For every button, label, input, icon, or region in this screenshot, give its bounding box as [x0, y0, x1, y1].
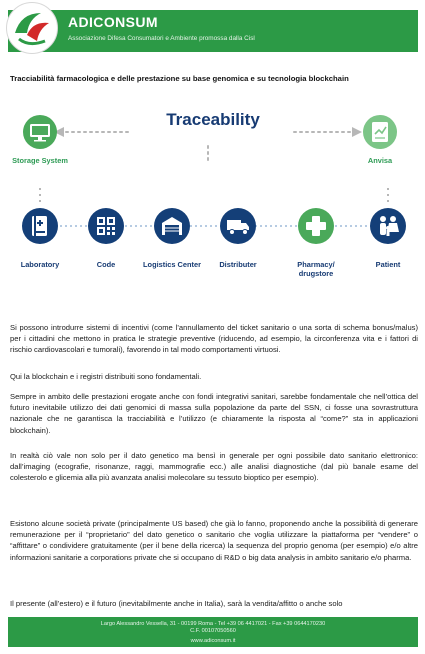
family-icon: [370, 208, 406, 244]
document-title: Tracciabilità farmacologica e delle prestazione su base genomica e su tecnologia blockchain: [10, 74, 349, 83]
footer-website[interactable]: www.adiconsum.it: [190, 638, 236, 644]
code-node: [88, 208, 124, 244]
step-label-patient: Patient: [375, 260, 401, 269]
step-label-pharmacy: Pharmacy/ drugstore: [297, 260, 335, 278]
footer-banner: [8, 617, 418, 647]
paragraph-health-data: In realtà ciò vale non solo per il dato genetico ma bensì in generale per ogni possibile dato sanitario elettronico: dall’imaging (ecografie, risonanze, raggi, mammografie ecc.) alle analisi diagnostiche (dal più banale esame del colesterolo e glicemia alla più avanzata analisi molecolare su tessuto bioptico per esempio).: [10, 451, 418, 483]
warehouse-icon: [154, 208, 190, 244]
logo-icon: [7, 3, 57, 53]
footer-tax-code: C.F. 00107050560: [190, 628, 236, 634]
paragraph-blockchain: Qui la blockchain e i registri distribuiti sono fondamentali.: [10, 372, 202, 381]
step-label-laboratory: Laboratory: [20, 260, 60, 269]
distributer-node: [220, 208, 256, 244]
traceability-figure: [8, 100, 418, 290]
book-medical-icon: [22, 208, 58, 244]
storage-system-node: [23, 115, 57, 149]
step-label-logistics-center: Logistics Center: [143, 260, 201, 269]
pharmacy-node: [298, 208, 334, 244]
footer-address: Largo Alessandro Vessella, 31 - 00199 Roma - Tel +39 06 4417021 - Fax +39 0644170230: [100, 621, 326, 627]
qr-code-icon: [88, 208, 124, 244]
adiconsum-logo: [6, 2, 58, 54]
anvisa-node: [363, 115, 397, 149]
storage-system-label: Storage System: [12, 156, 68, 165]
paragraph-integrative-funds: Sempre in ambito delle prestazioni erogate anche con fondi integrativi sanitari, sarebbe fondamentale che nell’ottica del futuro inevitabile utilizzo dei dati genomici di massa sulla popolazione da parte del SSN, ci fosse una sovrastruttura nazionale che ne garantisca la tracciabilità e l’utilizzo (e chiaramente la risposta al “come?” sta in applicazioni blockchain).: [10, 392, 418, 435]
step-label-code: Code: [96, 260, 116, 269]
laboratory-node: [22, 208, 58, 244]
patient-node: [370, 208, 406, 244]
truck-icon: [220, 208, 256, 244]
anvisa-label: Anvisa: [367, 156, 393, 165]
paragraph-private-companies: Esistono alcune società private (principalmente US based) che già lo fanno, proponendo anche la possibilità di generare remunerazione per il “proprietario” del dato genetico o sanitario che voglia utilizzare la piattaforma per “vendere” o “affittare” o condividere gratuitamente (per il bene della ricerca) la sequenza del proprio genoma (per esempio) e/o altre informazioni sanitarie a corporations private che si occupano di R&D o big data analysis in ambito sanitario e/o pharma.: [10, 519, 418, 562]
top-flow-arrows: [54, 127, 362, 164]
brand-tagline: Associazione Difesa Consumatori e Ambiente promossa dalla Cisl: [68, 35, 255, 42]
medical-cross-icon: [298, 208, 334, 244]
paragraph-incentives: Si possono introdurre sistemi di incentivi (come l’annullamento del ticket sanitario o una sorta di schema bonus/malus) per i cittadini che mettono in pratica le strategie preventive (riducendo, ad esempio, la circonferenza vita e i fattori di rischio cardiovascolari e tumorali), favorendo in tal modo comportamenti virtuosi.: [10, 323, 418, 355]
brand-name: ADICONSUM: [68, 14, 158, 30]
traceability-title: Traceability: [166, 110, 260, 129]
logistics-center-node: [154, 208, 190, 244]
paragraph-future: Il presente (all’estero) e il futuro (inevitabilmente anche in Italia), sarà la vendita/affitto o anche solo: [10, 599, 343, 608]
step-label-distributer: Distributer: [219, 260, 257, 269]
